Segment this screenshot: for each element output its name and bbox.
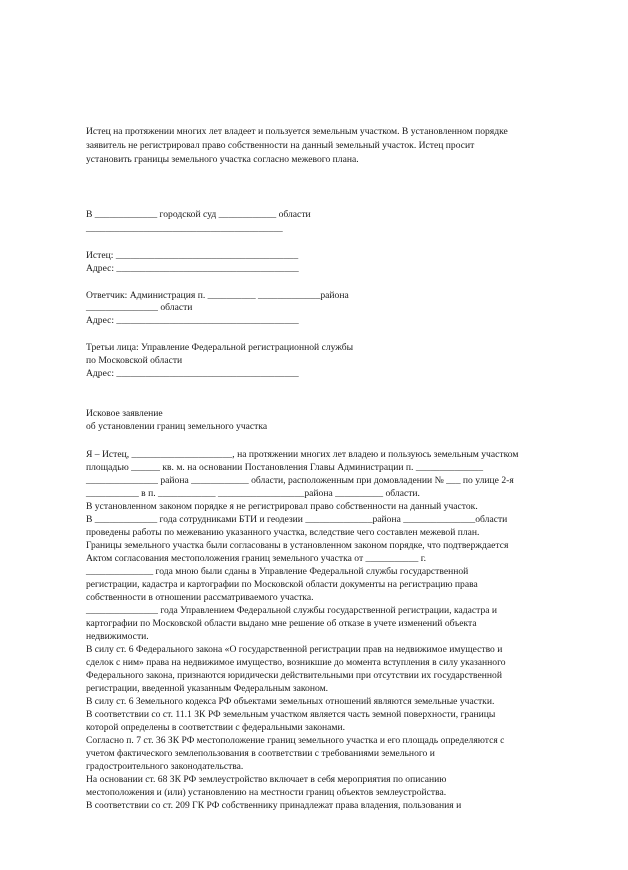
- body-line: Актом согласования местоположения границ земельного участка от ___________ г.: [86, 553, 426, 564]
- court-line: _________________________________________: [86, 223, 283, 234]
- body-line: Я – Истец, _____________________, на протяжении многих лет владею и пользуюсь земельным участком: [86, 449, 519, 460]
- body-line: В соответствии со ст. 209 ГК РФ собственнику принадлежат права владения, пользования и: [86, 800, 462, 811]
- body-line: В установленном законом порядке я не регистрировал право собственности на данный участок.: [86, 501, 478, 512]
- body-line: недвижимости.: [86, 631, 149, 642]
- third-party-address: Адрес: ______________________________________: [86, 368, 299, 379]
- plaintiff-name: Истец: ______________________________________: [86, 250, 299, 261]
- claim-subtitle: об установлении границ земельного участка: [86, 421, 268, 432]
- body-line: В силу ст. 6 Земельного кодекса РФ объектами земельных отношений являются земельные участки.: [86, 696, 495, 707]
- intro-line: Истец на протяжении многих лет владеет и пользуется земельным участком. В установленном порядке: [86, 126, 508, 137]
- body-line: проведены работы по межеванию указанного участка, вследствие чего составлен межевой план.: [86, 527, 480, 538]
- body-line: площадью ______ кв. м. на основании Постановления Главы Администрации п. ______________: [86, 462, 483, 473]
- body-line: На основании ст. 68 ЗК РФ землеустройство включает в себя мероприятия по описанию: [86, 774, 447, 785]
- body-line: Федерального закона, признаются юридически действительными при отсутствии их государственной: [86, 670, 502, 681]
- body-line: В _____________ года сотрудниками БТИ и геодезии ______________района _______________области: [86, 514, 508, 525]
- third-party-line: по Московской области: [86, 355, 183, 366]
- body-line: В силу ст. 6 Федерального закона «О государственной регистрации прав на недвижимое имущество и: [86, 644, 503, 655]
- intro-line: заявитель не регистрировал право собственности на данный земельный участок. Истец просит: [86, 140, 475, 151]
- plaintiff-address: Адрес: ______________________________________: [86, 263, 299, 274]
- third-party-line: Третьи лица: Управление Федеральной регистрационной службы: [86, 342, 354, 353]
- defendant-line: Ответчик: Администрация п. __________ _____________района: [86, 290, 349, 301]
- body-line: градостроительного законодательства.: [86, 761, 244, 772]
- claim-title: Исковое заявление: [86, 408, 163, 419]
- body-line: учетом фактического землепользования в соответствии с требованиями земельного и: [86, 748, 435, 759]
- body-line: Границы земельного участка были согласованы в установленном законом порядке, что подтверждается: [86, 540, 509, 551]
- defendant-address: Адрес: ______________________________________: [86, 315, 299, 326]
- body-line: регистрации, кадастра и картографии по Московской области документы на регистрацию права: [86, 579, 478, 590]
- body-line: ___________ в п. ____________ __________________района __________ области.: [86, 488, 420, 499]
- intro-line: установить границы земельного участка согласно межевого плана.: [86, 154, 359, 165]
- defendant-line: _______________ области: [86, 302, 193, 313]
- body-line: В соответствии со ст. 11.1 ЗК РФ земельным участком является часть земной поверхности, границы: [86, 709, 496, 720]
- body-line: которой определены в соответствии с федеральными законами.: [86, 722, 346, 733]
- body-line: собственности в отношении рассматриваемого участка.: [86, 592, 314, 603]
- body-line: Согласно п. 7 ст. 36 ЗК РФ местоположение границ земельного участка и его площадь определяются с: [86, 735, 505, 746]
- court-line: В _____________ городской суд ____________ области: [86, 209, 311, 220]
- body-line: ______________ года мною были сданы в Управление Федеральной службы государственной: [86, 566, 469, 577]
- body-line: картографии по Московской области выдано мне решение об отказе в учете изменений объекта: [86, 618, 477, 629]
- body-line: местоположения и (или) установлению на местности границ объектов землеустройства.: [86, 787, 447, 798]
- body-line: регистрации, введенной указанным Федеральным законом.: [86, 683, 329, 694]
- body-line: _______________ года Управлением Федеральной службы государственной регистрации, кадастра и: [86, 605, 498, 616]
- body-line: _______________ района ____________ области, расположенным при домовладении № ___ по улице 2-я: [86, 475, 514, 486]
- body-line: сделок с ним» права на недвижимое имущество, возникшие до момента вступления в силу указанного: [86, 657, 506, 668]
